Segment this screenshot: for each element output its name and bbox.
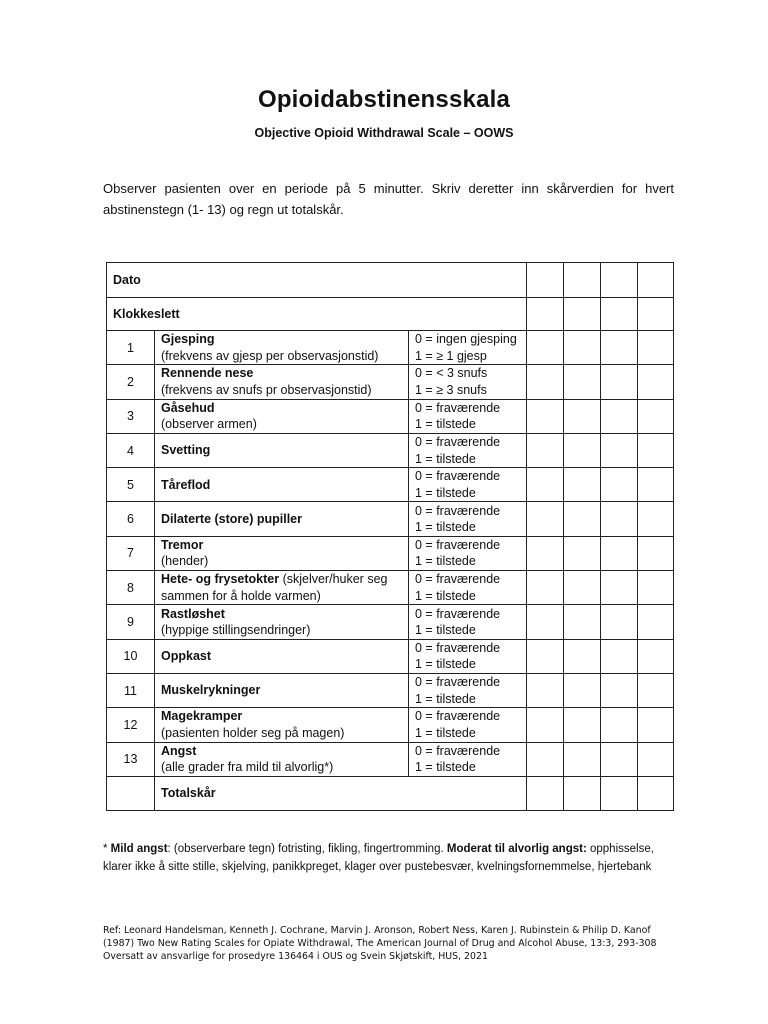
sign-name: Magekramper bbox=[161, 709, 243, 724]
row-number: 12 bbox=[107, 708, 155, 742]
score-legend bbox=[409, 399, 527, 433]
score-entry-cell[interactable] bbox=[601, 571, 638, 605]
score-legend bbox=[409, 433, 527, 467]
sign-detail: (alle grader fra mild til alvorlig*) bbox=[161, 760, 334, 775]
score-entry-cell[interactable] bbox=[638, 331, 674, 365]
score-entry-cell[interactable] bbox=[601, 673, 638, 707]
mild-anxiety-text: : (observerbare tegn) fotristing, fikling, fingertromming. bbox=[167, 843, 447, 855]
table-row bbox=[107, 365, 674, 399]
sign-name: Angst bbox=[161, 743, 197, 758]
sign-description bbox=[155, 331, 409, 365]
total-entry-cell[interactable] bbox=[527, 776, 564, 810]
score-one: 1 = tilstede bbox=[415, 623, 476, 638]
sign-description bbox=[155, 673, 409, 707]
row-number: 1 bbox=[107, 331, 155, 365]
score-zero: 0 = fraværende bbox=[415, 435, 501, 450]
sign-description bbox=[155, 365, 409, 399]
score-one: 1 = tilstede bbox=[415, 417, 476, 432]
score-entry-cell[interactable] bbox=[601, 502, 638, 536]
sign-description bbox=[155, 536, 409, 570]
row-number: 9 bbox=[107, 605, 155, 639]
sign-description bbox=[155, 433, 409, 467]
score-entry-cell[interactable] bbox=[564, 639, 601, 673]
reference: Ref: Leonard Handelsman, Kenneth J. Cochrane, Marvin J. Aronson, Robert Ness, Karen J. Rubinstein & Philip D. Kanof (1987) Two New Rating Scales for Opiate Withdrawal, The American Journal of Drug and Alcohol Abuse, 13:3, 293-308 Oversatt av ansvarlige for prosedyre 136464 i OUS og Svein Skjøtskift, HUS, 2021 bbox=[103, 925, 657, 962]
score-entry-cell[interactable] bbox=[527, 673, 564, 707]
score-zero: 0 = fraværende bbox=[415, 709, 501, 724]
score-entry-cell[interactable] bbox=[601, 742, 638, 776]
total-entry-cell[interactable] bbox=[564, 776, 601, 810]
total-label: Totalskår bbox=[155, 776, 527, 810]
score-legend bbox=[409, 536, 527, 570]
score-legend bbox=[409, 468, 527, 502]
score-entry-cell[interactable] bbox=[601, 433, 638, 467]
score-zero: 0 = fraværende bbox=[415, 400, 501, 415]
sign-name: Hete- og frysetokter bbox=[161, 572, 280, 587]
row-number: 5 bbox=[107, 468, 155, 502]
table-row bbox=[107, 742, 674, 776]
score-entry-cell[interactable] bbox=[601, 365, 638, 399]
row-number: 7 bbox=[107, 536, 155, 570]
sign-description bbox=[155, 468, 409, 502]
sign-name: Gjesping bbox=[161, 332, 215, 347]
score-one: 1 = tilstede bbox=[415, 725, 476, 740]
score-one: 1 = tilstede bbox=[415, 520, 476, 535]
score-legend bbox=[409, 639, 527, 673]
time-cell[interactable] bbox=[601, 298, 638, 331]
score-entry-cell[interactable] bbox=[564, 571, 601, 605]
score-entry-cell[interactable] bbox=[601, 399, 638, 433]
sign-description bbox=[155, 399, 409, 433]
score-zero: 0 = fraværende bbox=[415, 675, 501, 690]
table-row bbox=[107, 502, 674, 536]
date-cell[interactable] bbox=[601, 263, 638, 298]
withdrawal-scale-table bbox=[106, 262, 674, 811]
score-entry-cell[interactable] bbox=[564, 708, 601, 742]
sign-detail: (pasienten holder seg på magen) bbox=[161, 725, 345, 740]
row-number: 3 bbox=[107, 399, 155, 433]
score-entry-cell[interactable] bbox=[564, 742, 601, 776]
score-entry-cell[interactable] bbox=[601, 708, 638, 742]
score-entry-cell[interactable] bbox=[638, 468, 674, 502]
score-entry-cell[interactable] bbox=[601, 536, 638, 570]
date-row bbox=[107, 263, 674, 298]
score-legend bbox=[409, 571, 527, 605]
score-zero: 0 = fraværende bbox=[415, 537, 501, 552]
score-entry-cell[interactable] bbox=[601, 605, 638, 639]
score-one: 1 = tilstede bbox=[415, 657, 476, 672]
score-one: 1 = tilstede bbox=[415, 554, 476, 569]
score-entry-cell[interactable] bbox=[527, 365, 564, 399]
sign-detail: (skjelver/huker seg sammen for å holde varmen) bbox=[161, 572, 388, 603]
score-legend bbox=[409, 365, 527, 399]
row-number: 8 bbox=[107, 571, 155, 605]
sign-detail: (hender) bbox=[161, 554, 209, 569]
sign-description bbox=[155, 742, 409, 776]
score-entry-cell[interactable] bbox=[638, 639, 674, 673]
table-row bbox=[107, 639, 674, 673]
page-subtitle: Objective Opioid Withdrawal Scale – OOWS bbox=[254, 126, 514, 140]
total-entry-cell[interactable] bbox=[638, 776, 674, 810]
time-cell[interactable] bbox=[564, 298, 601, 331]
score-entry-cell[interactable] bbox=[527, 502, 564, 536]
total-number-cell bbox=[107, 776, 155, 810]
date-label: Dato bbox=[107, 263, 527, 298]
score-entry-cell[interactable] bbox=[638, 673, 674, 707]
row-number: 6 bbox=[107, 502, 155, 536]
sign-description bbox=[155, 708, 409, 742]
score-entry-cell[interactable] bbox=[638, 571, 674, 605]
score-entry-cell[interactable] bbox=[638, 708, 674, 742]
sign-detail: (frekvens av gjesp per observasjonstid) bbox=[161, 348, 379, 363]
sign-name: Rennende nese bbox=[161, 366, 254, 381]
date-cell[interactable] bbox=[564, 263, 601, 298]
score-legend bbox=[409, 605, 527, 639]
score-zero: 0 = < 3 snufs bbox=[415, 366, 488, 381]
row-number: 2 bbox=[107, 365, 155, 399]
sign-description bbox=[155, 502, 409, 536]
score-one: 1 = ≥ 3 snufs bbox=[415, 382, 487, 397]
score-entry-cell[interactable] bbox=[527, 331, 564, 365]
score-entry-cell[interactable] bbox=[564, 331, 601, 365]
sign-name: Tremor bbox=[161, 537, 204, 552]
row-number: 13 bbox=[107, 742, 155, 776]
time-cell[interactable] bbox=[527, 298, 564, 331]
table-row bbox=[107, 673, 674, 707]
score-zero: 0 = fraværende bbox=[415, 640, 501, 655]
date-cell[interactable] bbox=[638, 263, 674, 298]
sign-description bbox=[155, 605, 409, 639]
score-entry-cell[interactable] bbox=[527, 708, 564, 742]
table-row bbox=[107, 468, 674, 502]
table-row bbox=[107, 433, 674, 467]
sign-detail: (hyppige stillingsendringer) bbox=[161, 623, 311, 638]
score-entry-cell[interactable] bbox=[564, 605, 601, 639]
score-entry-cell[interactable] bbox=[564, 468, 601, 502]
score-entry-cell[interactable] bbox=[638, 742, 674, 776]
table-row bbox=[107, 331, 674, 365]
instructions: Observer pasienten over en periode på 5 minutter. Skriv deretter inn skårverdien for hvert abstinenstegn (1- 13) og regn ut totalskår. bbox=[103, 181, 674, 217]
row-number: 10 bbox=[107, 639, 155, 673]
sign-name: Dilaterte (store) pupiller bbox=[161, 511, 302, 526]
footnote-star: * bbox=[103, 843, 111, 855]
time-label: Klokkeslett bbox=[107, 298, 527, 331]
score-entry-cell[interactable] bbox=[527, 536, 564, 570]
total-entry-cell[interactable] bbox=[601, 776, 638, 810]
score-entry-cell[interactable] bbox=[527, 605, 564, 639]
score-one: 1 = ≥ 1 gjesp bbox=[415, 348, 487, 363]
total-row bbox=[107, 776, 674, 810]
score-legend bbox=[409, 331, 527, 365]
time-cell[interactable] bbox=[638, 298, 674, 331]
score-entry-cell[interactable] bbox=[527, 571, 564, 605]
score-entry-cell[interactable] bbox=[601, 639, 638, 673]
score-zero: 0 = fraværende bbox=[415, 503, 501, 518]
score-one: 1 = tilstede bbox=[415, 760, 476, 775]
sign-name: Muskelrykninger bbox=[161, 683, 261, 698]
score-legend bbox=[409, 742, 527, 776]
mild-anxiety-label: Mild angst bbox=[110, 843, 168, 855]
row-number: 11 bbox=[107, 673, 155, 707]
page-title: Opioidabstinensskala bbox=[257, 86, 511, 113]
sign-description bbox=[155, 571, 409, 605]
score-entry-cell[interactable] bbox=[564, 536, 601, 570]
table-row bbox=[107, 708, 674, 742]
sign-description bbox=[155, 639, 409, 673]
score-zero: 0 = ingen gjesping bbox=[415, 332, 517, 347]
moderate-anxiety-text: opphisselse, klarer ikke å sitte stille, skjelving, panikkpreget, klager over pustebesvær, kvelningsfornemmelse, hjertebank bbox=[103, 843, 654, 873]
row-number: 4 bbox=[107, 433, 155, 467]
score-legend bbox=[409, 502, 527, 536]
score-one: 1 = tilstede bbox=[415, 451, 476, 466]
score-entry-cell[interactable] bbox=[638, 502, 674, 536]
score-one: 1 = tilstede bbox=[415, 588, 476, 603]
score-entry-cell[interactable] bbox=[638, 399, 674, 433]
table-row bbox=[107, 536, 674, 570]
score-zero: 0 = fraværende bbox=[415, 743, 501, 758]
score-one: 1 = tilstede bbox=[415, 485, 476, 500]
score-entry-cell[interactable] bbox=[564, 433, 601, 467]
table-row bbox=[107, 605, 674, 639]
sign-name: Oppkast bbox=[161, 649, 212, 664]
score-entry-cell[interactable] bbox=[638, 433, 674, 467]
score-entry-cell[interactable] bbox=[527, 433, 564, 467]
score-entry-cell[interactable] bbox=[527, 639, 564, 673]
score-entry-cell[interactable] bbox=[601, 468, 638, 502]
score-entry-cell[interactable] bbox=[638, 605, 674, 639]
score-legend bbox=[409, 708, 527, 742]
sign-name: Svetting bbox=[161, 443, 211, 458]
score-entry-cell[interactable] bbox=[564, 399, 601, 433]
score-entry-cell[interactable] bbox=[638, 365, 674, 399]
sign-name: Gåsehud bbox=[161, 400, 215, 415]
score-entry-cell[interactable] bbox=[564, 502, 601, 536]
sign-name: Rastløshet bbox=[161, 606, 225, 621]
anxiety-footnote bbox=[103, 840, 679, 876]
score-entry-cell[interactable] bbox=[564, 673, 601, 707]
score-entry-cell[interactable] bbox=[564, 365, 601, 399]
moderate-anxiety-label: Moderat til alvorlig angst: bbox=[446, 843, 587, 855]
score-entry-cell[interactable] bbox=[527, 399, 564, 433]
table-row bbox=[107, 399, 674, 433]
sign-detail: (observer armen) bbox=[161, 417, 257, 432]
score-one: 1 = tilstede bbox=[415, 691, 476, 706]
sign-detail: (frekvens av snufs pr observasjonstid) bbox=[161, 382, 372, 397]
date-cell[interactable] bbox=[527, 263, 564, 298]
score-entry-cell[interactable] bbox=[601, 331, 638, 365]
score-entry-cell[interactable] bbox=[527, 468, 564, 502]
score-entry-cell[interactable] bbox=[527, 742, 564, 776]
sign-name: Tåreflod bbox=[161, 477, 211, 492]
score-legend bbox=[409, 673, 527, 707]
score-zero: 0 = fraværende bbox=[415, 572, 501, 587]
time-row bbox=[107, 298, 674, 331]
table-row bbox=[107, 571, 674, 605]
score-zero: 0 = fraværende bbox=[415, 606, 501, 621]
score-zero: 0 = fraværende bbox=[415, 469, 501, 484]
score-entry-cell[interactable] bbox=[638, 536, 674, 570]
